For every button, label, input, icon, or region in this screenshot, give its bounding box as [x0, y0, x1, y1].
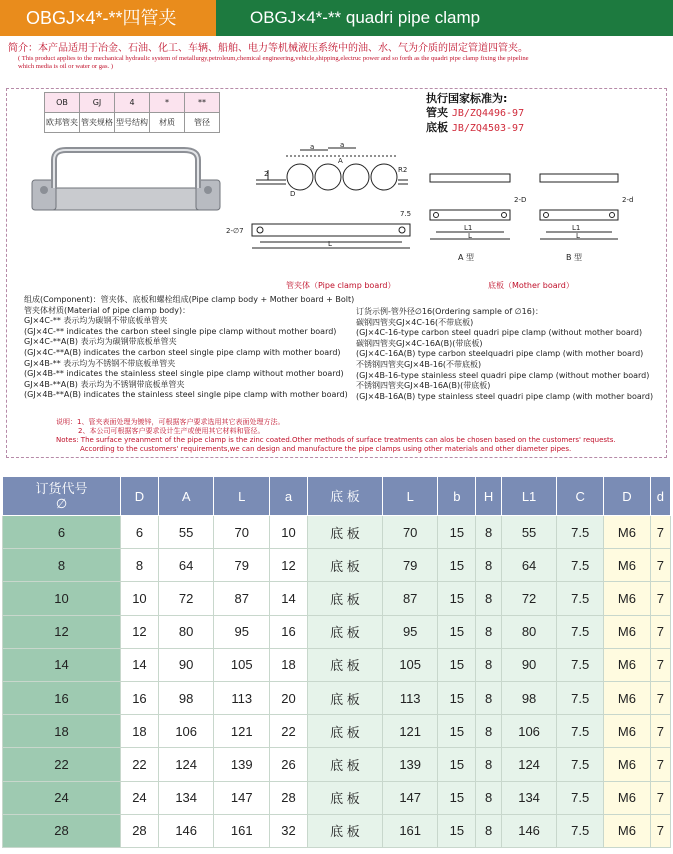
- spec-cell: 55: [158, 516, 214, 549]
- material-line: GJ×4B-** 表示均为不锈钢不带底板单管夹: [24, 358, 176, 368]
- spec-cell: 121: [214, 715, 270, 748]
- code-table: [44, 92, 220, 133]
- table-row: [3, 748, 671, 781]
- order-code-cell: 10: [3, 582, 121, 615]
- spec-cell: 16: [121, 681, 159, 714]
- spec-cell: 14: [121, 648, 159, 681]
- spec-cell: 161: [382, 814, 438, 847]
- spec-cell: 87: [214, 582, 270, 615]
- spec-cell: M6: [604, 648, 651, 681]
- spec-cell: 105: [382, 648, 438, 681]
- spec-cell: 79: [214, 549, 270, 582]
- spec-cell: 124: [501, 748, 557, 781]
- code-cell: 4: [115, 93, 150, 113]
- material-line: GJ×4B-**A(B) 表示均为不锈钢带底板单管夹: [24, 379, 185, 389]
- caption-clamp-body: 管夹体（Pipe clamp board）: [286, 281, 396, 290]
- note-cn-2: 2、本公司可根据客户要求设计生产或使用其它材料和管径。: [78, 427, 265, 435]
- note-en-1: Notes: The surface yreanment of the pipe clamp is the zinc coated.Other methods of surface treatments can alos be chosen based on the customers' requests.: [56, 436, 616, 444]
- spec-cell: 15: [438, 715, 476, 748]
- dim-2-D: 2-D: [514, 196, 527, 204]
- spec-cell: 28: [121, 814, 159, 847]
- spec-cell: 15: [438, 748, 476, 781]
- intro-en-2: which media is oil or water or gas. ): [18, 63, 114, 70]
- spec-cell: 8: [476, 781, 501, 814]
- spec-cell: 64: [158, 549, 214, 582]
- spec-table-wrap: [2, 476, 671, 848]
- dim-2-phi7: 2-∅7: [226, 227, 244, 235]
- intro-cn: 简介：本产品适用于冶金、石油、化工、车辆、船舶、电力等机械液压系统中的油、水、气为介质的固定管道四管夹。: [8, 43, 528, 54]
- spec-cell: 7.5: [557, 615, 604, 648]
- table-row: [3, 582, 671, 615]
- ordering-line: (GJ×4C-16-type carbon steel quadri pipe clamp (without mother board): [356, 328, 643, 338]
- spec-header-cell: H: [476, 477, 501, 516]
- intro-en-1: ( This product applies to the mechanical hydraulic system of metallurgy,petroleum,chemical engineering,vehicle,shipping,electruc power and so forth as the quadri pipe clamp fixing the pipeline: [18, 55, 529, 62]
- spec-cell: 15: [438, 781, 476, 814]
- spec-cell: 64: [501, 549, 557, 582]
- code-cell: 型号结构: [115, 113, 150, 133]
- spec-cell: 底 板: [307, 748, 382, 781]
- spec-cell: 底 板: [307, 814, 382, 847]
- spec-cell: 8: [476, 582, 501, 615]
- order-code-cell: 8: [3, 549, 121, 582]
- spec-cell: 7: [650, 814, 670, 847]
- table-row: [3, 549, 671, 582]
- clamp-side-view: [256, 148, 408, 190]
- dim-D: D: [290, 190, 296, 198]
- spec-cell: 139: [214, 748, 270, 781]
- dim-L1-a: L1: [464, 224, 473, 232]
- spec-cell: M6: [604, 814, 651, 847]
- spec-cell: 7: [650, 681, 670, 714]
- spec-cell: 8: [476, 748, 501, 781]
- ordering-sample-block: [356, 307, 653, 402]
- spec-cell: 15: [438, 648, 476, 681]
- clamp-standard-label: 管夹: [426, 106, 448, 119]
- clamp-standard-code: JB/ZQ4496-97: [451, 108, 525, 119]
- spec-cell: 7.5: [557, 648, 604, 681]
- spec-cell: 106: [158, 715, 214, 748]
- composition-block: [24, 295, 354, 401]
- spec-cell: 8: [476, 516, 501, 549]
- spec-table: [2, 476, 671, 848]
- spec-cell: 55: [501, 516, 557, 549]
- order-code-cell: 12: [3, 615, 121, 648]
- standards-title: 执行国家标准为:: [426, 92, 508, 105]
- spec-cell: 6: [121, 516, 159, 549]
- spec-cell: 8: [121, 549, 159, 582]
- spec-cell: 106: [501, 715, 557, 748]
- spec-cell: 146: [158, 814, 214, 847]
- spec-cell: 8: [476, 648, 501, 681]
- spec-header-cell: 底 板: [307, 477, 382, 516]
- spec-cell: 16: [270, 615, 308, 648]
- spec-cell: 7: [650, 516, 670, 549]
- order-code-cell: 18: [3, 715, 121, 748]
- code-cell: OB: [45, 93, 80, 113]
- cn-title: OBGJ×4*-**四管夹: [0, 0, 216, 36]
- spec-cell: 79: [382, 549, 438, 582]
- spec-cell: 90: [158, 648, 214, 681]
- spec-cell: 7: [650, 748, 670, 781]
- order-code-cell: 6: [3, 516, 121, 549]
- spec-cell: 12: [121, 615, 159, 648]
- spec-cell: 7.5: [557, 681, 604, 714]
- spec-cell: 98: [501, 681, 557, 714]
- material-line: (GJ×4B-**A(B) indicates the stainless steel single pipe clamp with mother board): [24, 390, 348, 400]
- spec-cell: 70: [382, 516, 438, 549]
- spec-header-cell: A: [158, 477, 214, 516]
- type-b-label: B 型: [566, 253, 583, 262]
- spec-cell: 底 板: [307, 781, 382, 814]
- spec-cell: M6: [604, 549, 651, 582]
- caption-mother-board: 底板（Mother board）: [488, 281, 574, 290]
- spec-cell: 15: [438, 814, 476, 847]
- order-code-cell: 28: [3, 814, 121, 847]
- spec-header-cell: L: [214, 477, 270, 516]
- spec-cell: 90: [501, 648, 557, 681]
- spec-cell: 8: [476, 715, 501, 748]
- spec-cell: 18: [270, 648, 308, 681]
- order-code-cell: 24: [3, 781, 121, 814]
- spec-cell: 8: [476, 814, 501, 847]
- dim-a-left: a: [310, 143, 315, 151]
- spec-cell: 95: [214, 615, 270, 648]
- material-title: 管夹体材质(Material of pipe clamp body)：: [24, 305, 191, 315]
- ordering-line: (GJ×4C-16A(B) type carbon steelquadri pipe clamp (with mother board): [356, 349, 644, 359]
- standards-block: [426, 92, 524, 136]
- ordering-line: 碳钢四管夹GJ×4C-16A(B)(带底板): [356, 338, 483, 348]
- code-cell: **: [185, 93, 220, 113]
- spec-cell: 146: [501, 814, 557, 847]
- spec-cell: 12: [270, 549, 308, 582]
- spec-cell: 15: [438, 681, 476, 714]
- dim-2: 2: [264, 170, 269, 178]
- spec-cell: 32: [270, 814, 308, 847]
- type-a-label: A 型: [458, 253, 475, 262]
- material-line: (GJ×4C-**A(B) indicates the carbon steel single pipe clamp with mother board): [24, 347, 341, 357]
- spec-cell: 113: [214, 681, 270, 714]
- product-photo: [32, 150, 220, 210]
- technical-drawings: [28, 140, 658, 290]
- intro: [8, 42, 668, 71]
- dim-A: A: [338, 157, 343, 165]
- spec-cell: 底 板: [307, 516, 382, 549]
- spec-header-cell: L: [382, 477, 438, 516]
- spec-cell: 147: [214, 781, 270, 814]
- code-cell: *: [150, 93, 185, 113]
- note-cn-1: 说明：1、管夹表面处理为镀锌，可根据客户要求选用其它表面处理方法。: [56, 418, 285, 426]
- table-row: [3, 814, 671, 847]
- spec-cell: 22: [270, 715, 308, 748]
- spec-header-row: [3, 477, 671, 516]
- material-line: GJ×4C-**A(B) 表示均为碳钢带底板单管夹: [24, 337, 177, 347]
- code-cell: 材质: [150, 113, 185, 133]
- material-line: (GJ×4B-** indicates the stainless steel single pipe clamp without mother board): [24, 369, 344, 379]
- board-standard-label: 底板: [426, 121, 448, 134]
- order-code-cell: 16: [3, 681, 121, 714]
- spec-cell: 底 板: [307, 549, 382, 582]
- spec-cell: 98: [158, 681, 214, 714]
- order-code-cell: 14: [3, 648, 121, 681]
- spec-cell: 7: [650, 715, 670, 748]
- note-en-2: According to the customers' requirements,we can design and manufacture the pipe clamps using other materials and other diameter pipes.: [80, 445, 572, 453]
- spec-cell: 18: [121, 715, 159, 748]
- spec-cell: M6: [604, 781, 651, 814]
- table-row: [3, 648, 671, 681]
- spec-cell: 15: [438, 549, 476, 582]
- spec-cell: 15: [438, 516, 476, 549]
- spec-cell: M6: [604, 681, 651, 714]
- dim-L-front: L: [328, 240, 332, 248]
- en-title: OBGJ×4*-** quadri pipe clamp: [216, 0, 673, 36]
- composition-title: 组成(Component)：管夹体、底板和螺栓组成(Pipe clamp body + Mother board + Bolt): [24, 295, 355, 304]
- spec-cell: 7: [650, 781, 670, 814]
- spec-cell: M6: [604, 615, 651, 648]
- table-row: [3, 516, 671, 549]
- spec-cell: 7.5: [557, 715, 604, 748]
- spec-cell: 80: [158, 615, 214, 648]
- spec-cell: 161: [214, 814, 270, 847]
- spec-cell: 7.5: [557, 814, 604, 847]
- spec-cell: 134: [501, 781, 557, 814]
- spec-cell: 72: [501, 582, 557, 615]
- spec-cell: 10: [270, 516, 308, 549]
- spec-header-cell: D: [121, 477, 159, 516]
- spec-cell: 72: [158, 582, 214, 615]
- material-line: (GJ×4C-** indicates the carbon steel single pipe clamp without mother board): [24, 326, 337, 336]
- code-cell: GJ: [80, 93, 115, 113]
- ordering-line: (GJ×4B-16A(B) type stainless steel quadri pipe clamp (with mother board): [356, 391, 654, 401]
- spec-cell: 7.5: [557, 781, 604, 814]
- spec-cell: 7.5: [557, 549, 604, 582]
- spec-cell: 7.5: [557, 516, 604, 549]
- spec-cell: M6: [604, 748, 651, 781]
- spec-header-cell: D: [604, 477, 651, 516]
- spec-cell: 底 板: [307, 715, 382, 748]
- ordering-line: (GJ×4B-16-type stainless steel quadri pipe clamp (without mother board): [356, 370, 650, 380]
- notes-block: [56, 418, 666, 454]
- spec-cell: 134: [158, 781, 214, 814]
- spec-cell: 7: [650, 648, 670, 681]
- spec-cell: 121: [382, 715, 438, 748]
- spec-cell: 139: [382, 748, 438, 781]
- dim-7-5: 7.5: [400, 210, 412, 218]
- spec-cell: 70: [214, 516, 270, 549]
- spec-cell: M6: [604, 582, 651, 615]
- spec-cell: 28: [270, 781, 308, 814]
- spec-cell: 113: [382, 681, 438, 714]
- dim-2-d: 2-d: [622, 196, 634, 204]
- spec-cell: 8: [476, 549, 501, 582]
- material-line: GJ×4C-** 表示均为碳钢不带底板单管夹: [24, 316, 168, 326]
- ordering-line: 不锈钢四管夹GJ×4B-16(不带底板): [356, 359, 482, 369]
- spec-cell: 7: [650, 582, 670, 615]
- spec-cell: 14: [270, 582, 308, 615]
- order-code-cell: 22: [3, 748, 121, 781]
- ordering-line: 碳钢四管夹GJ×4C-16(不带底板): [356, 317, 474, 327]
- spec-cell: 底 板: [307, 582, 382, 615]
- spec-cell: 15: [438, 615, 476, 648]
- board-standard-code: JB/ZQ4503-97: [451, 123, 525, 134]
- spec-cell: 7: [650, 549, 670, 582]
- table-row: [3, 715, 671, 748]
- spec-cell: 底 板: [307, 615, 382, 648]
- ordering-title: 订货示例-管外径∅16(Ordering sample of ∅16)：: [356, 307, 543, 316]
- spec-cell: 80: [501, 615, 557, 648]
- spec-cell: 20: [270, 681, 308, 714]
- spec-cell: 15: [438, 582, 476, 615]
- spec-cell: 7.5: [557, 582, 604, 615]
- dim-L-a: L: [468, 232, 472, 240]
- spec-header-cell: d: [650, 477, 670, 516]
- spec-cell: 8: [476, 615, 501, 648]
- spec-cell: 7: [650, 615, 670, 648]
- dim-a-right: a: [340, 141, 345, 149]
- table-row: [3, 615, 671, 648]
- spec-cell: 26: [270, 748, 308, 781]
- code-cell: 管径: [185, 113, 220, 133]
- spec-cell: 7.5: [557, 748, 604, 781]
- spec-cell: 95: [382, 615, 438, 648]
- spec-header-cell: b: [438, 477, 476, 516]
- spec-cell: 147: [382, 781, 438, 814]
- spec-cell: 8: [476, 681, 501, 714]
- spec-cell: 10: [121, 582, 159, 615]
- spec-cell: 87: [382, 582, 438, 615]
- spec-cell: M6: [604, 516, 651, 549]
- dim-L-b: L: [576, 232, 580, 240]
- spec-cell: 底 板: [307, 681, 382, 714]
- code-cell: 管夹规格: [80, 113, 115, 133]
- spec-header-cell: L1: [501, 477, 557, 516]
- table-row: [3, 681, 671, 714]
- spec-cell: 22: [121, 748, 159, 781]
- spec-cell: 24: [121, 781, 159, 814]
- dim-L1-b: L1: [572, 224, 581, 232]
- spec-cell: 105: [214, 648, 270, 681]
- spec-header-cell: 订货代号 ∅: [3, 477, 121, 516]
- spec-header-cell: C: [557, 477, 604, 516]
- code-cell: 欧邦管夹: [45, 113, 80, 133]
- dim-R2: R2: [398, 166, 408, 174]
- page-header: [0, 0, 673, 36]
- spec-cell: 底 板: [307, 648, 382, 681]
- spec-cell: 124: [158, 748, 214, 781]
- spec-cell: M6: [604, 715, 651, 748]
- ordering-line: 不锈钢四管夹GJ×4B-16A(B)(带底板): [356, 381, 491, 391]
- spec-header-cell: a: [270, 477, 308, 516]
- table-row: [3, 781, 671, 814]
